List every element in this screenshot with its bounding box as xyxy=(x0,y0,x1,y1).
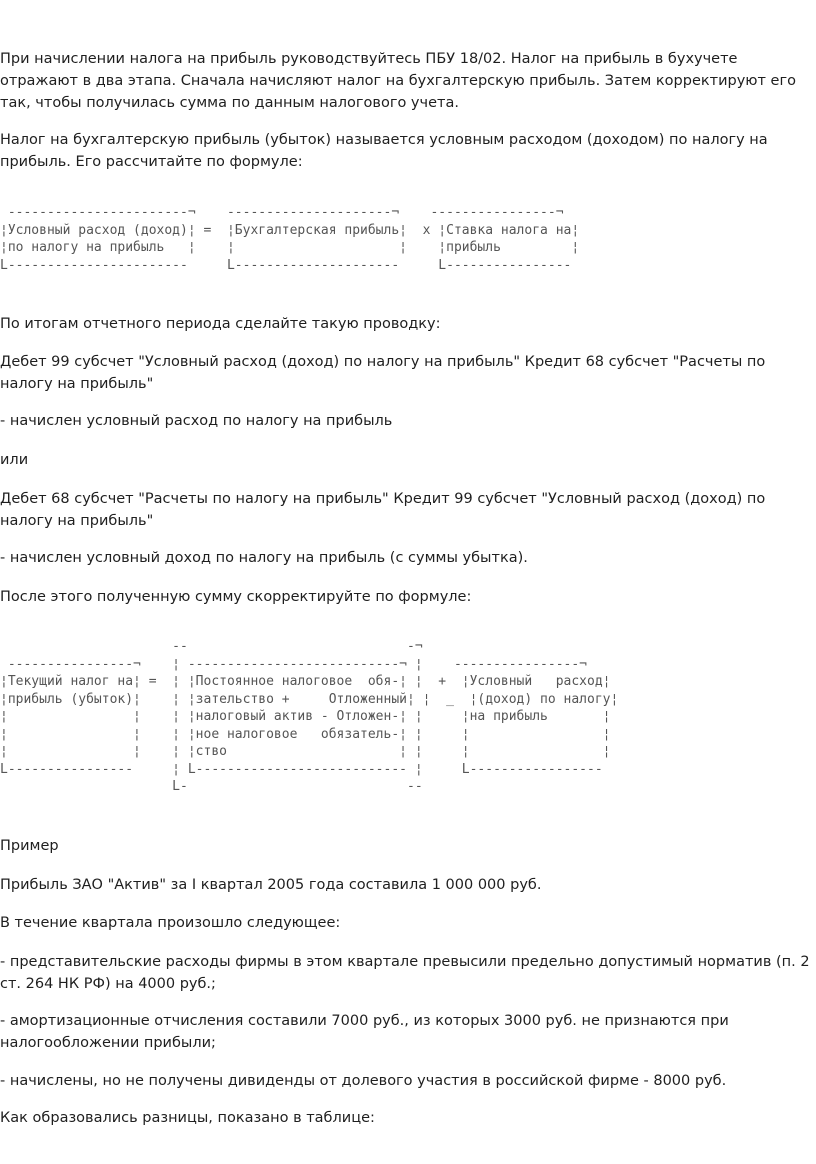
intro-paragraph: При начислении налога на прибыль руководствуйтесь ПБУ 18/02. Налог на прибыль в бухучете отражают в два этапа. Сначала начисляют налог на бухгалтерскую прибыль. Затем корректируют его так, чтобы получилась сумма по данным налогового учета. xyxy=(0,51,796,111)
conditional-expense-formula: -----------------------¬ ---------------------¬ ----------------¬ ¦Условный расход (доход)¦ = ¦Бухгалтерская прибыль¦ х ¦Ставка налога на¦ ¦по налогу на прибыль ¦ ¦ ¦ ¦прибыль ¦ L----------------------- L--------------------- L---------------- xyxy=(0,205,580,273)
list-item-dividends: - начислены, но не получены дивиденды от долевого участия в российской фирме - 8000 руб. xyxy=(0,1073,727,1089)
or-separator: или xyxy=(0,452,29,468)
journal-entry-1-note: - начислен условный расход по налогу на прибыль xyxy=(0,413,393,429)
example-profit: Прибыль ЗАО "Актив" за I квартал 2005 года составила 1 000 000 руб. xyxy=(0,877,542,893)
list-item-depreciation: - амортизационные отчисления составили 7000 руб., из которых 3000 руб. не признаются при налогообложении прибыли; xyxy=(0,1013,729,1051)
journal-entry-debit-68: Дебет 68 субсчет "Расчеты по налогу на прибыль" Кредит 99 субсчет "Условный расход (доход) по налогу на прибыль" xyxy=(0,491,766,529)
example-heading: Пример xyxy=(0,838,59,854)
table-intro: Как образовались разницы, показано в таблице: xyxy=(0,1110,375,1126)
during-quarter: В течение квартала произошло следующее: xyxy=(0,915,341,931)
adjust-paragraph: После этого полученную сумму скорректируйте по формуле: xyxy=(0,589,472,605)
journal-entry-debit-99: Дебет 99 субсчет "Условный расход (доход) по налогу на прибыль" Кредит 68 субсчет "Расчеты по налогу на прибыль" xyxy=(0,354,766,392)
journal-entry-2-note: - начислен условный доход по налогу на прибыль (с суммы убытка). xyxy=(0,550,528,566)
period-end-paragraph: По итогам отчетного периода сделайте такую проводку: xyxy=(0,316,441,332)
list-item-representation-expenses: - представительские расходы фирмы в этом квартале превысили предельно допустимый норматив (п. 2 ст. 264 НК РФ) на 4000 руб.; xyxy=(0,954,810,992)
current-tax-formula: -- -¬ ----------------¬ ¦ ---------------------------¬ ¦ ----------------¬ ¦Текущий налог на¦ = ¦ ¦Постоянное налоговое обя-¦ ¦ + ¦Условный расход¦ ¦прибыль (убыток)¦ ¦ ¦зательство + Отложенный¦ ¦ _ ¦(доход) по налогу¦ ¦ ¦ ¦ ¦налоговый актив - Отложен-¦ ¦ ¦на прибыль ¦ ¦ ¦ ¦ ¦ное налоговое обязатель-¦ ¦ ¦ ¦ ¦ ¦ ¦ ¦ство ¦ ¦ ¦ ¦ L---------------- ¦ L--------------------------- ¦ L----------------- L- -- xyxy=(0,639,619,794)
conditional-expense-paragraph: Налог на бухгалтерскую прибыль (убыток) называется условным расходом (доходом) по налогу на прибыль. Его рассчитайте по формуле: xyxy=(0,132,768,170)
